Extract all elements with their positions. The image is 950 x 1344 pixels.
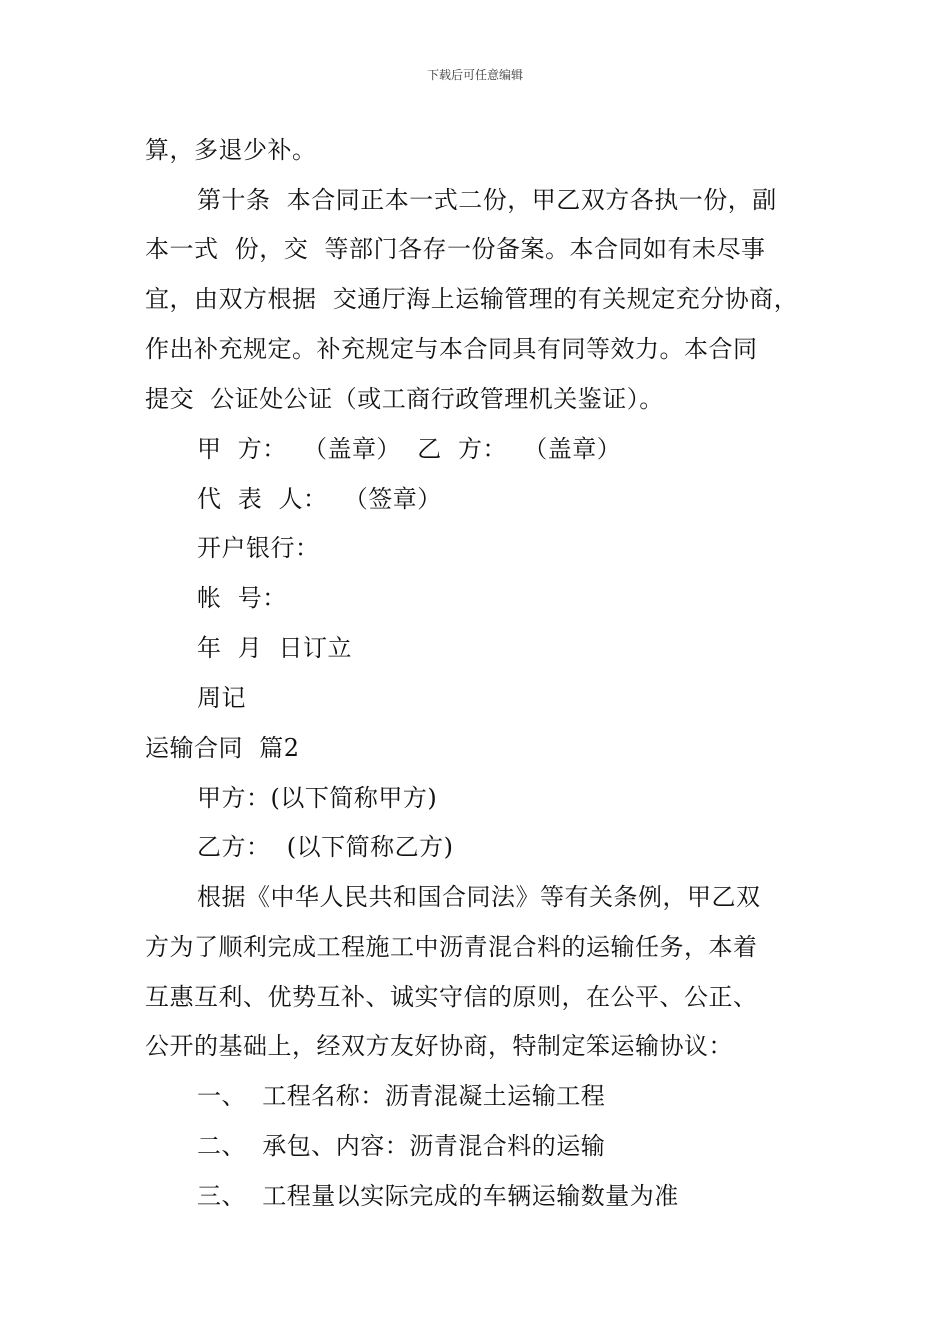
clause-item: 三、 工程量以实际完成的车辆运输数量为准 (197, 1182, 679, 1210)
party-b-line: 乙方： (以下简称乙方) (197, 833, 454, 861)
paragraph-line: 方为了顺利完成工程施工中沥青混合料的运输任务，本着 (145, 933, 758, 961)
paragraph-line: 宜，由双方根据 交通厅海上运输管理的有关规定充分协商， (145, 285, 799, 313)
party-a-line: 甲方：(以下简称甲方) (197, 784, 438, 812)
clause-item: 一、 工程名称：沥青混凝土运输工程 (197, 1082, 606, 1110)
page-header: 下载后可任意编辑 (426, 68, 523, 82)
paragraph-line: 根据《中华人民共和国合同法》等有关条例，甲乙双 (197, 883, 761, 911)
paragraph-line: 公开的基础上，经双方友好协商，特制定笨运输协议： (145, 1032, 733, 1060)
signature-line-parties: 甲 方： （盖章） 乙 方： （盖章） (197, 435, 622, 463)
paragraph-line: 周记 (197, 684, 246, 712)
paragraph-line: 算，多退少补。 (145, 136, 317, 164)
signature-line-representative: 代 表 人： （签章） (197, 485, 442, 513)
paragraph-line: 互惠互利、优势互补、诚实守信的原则，在公平、公正、 (145, 983, 758, 1011)
paragraph-line: 作出补充规定。补充规定与本合同具有同等效力。本合同 (145, 335, 758, 363)
signature-line-bank: 开户银行： (197, 534, 320, 562)
signature-line-account: 帐 号： (197, 584, 287, 612)
signature-line-date: 年 月 日订立 (197, 634, 353, 662)
paragraph-line: 第十条 本合同正本一式二份，甲乙双方各执一份，副 (197, 186, 777, 214)
section-title: 运输合同 篇2 (145, 734, 300, 762)
paragraph-line: 本一式 份，交 等部门各存一份备案。本合同如有未尽事 (145, 235, 766, 263)
paragraph-line: 提交 公证处公证（或工商行政管理机关鉴证）。 (145, 385, 664, 413)
clause-item: 二、 承包、内容：沥青混合料的运输 (197, 1132, 606, 1160)
